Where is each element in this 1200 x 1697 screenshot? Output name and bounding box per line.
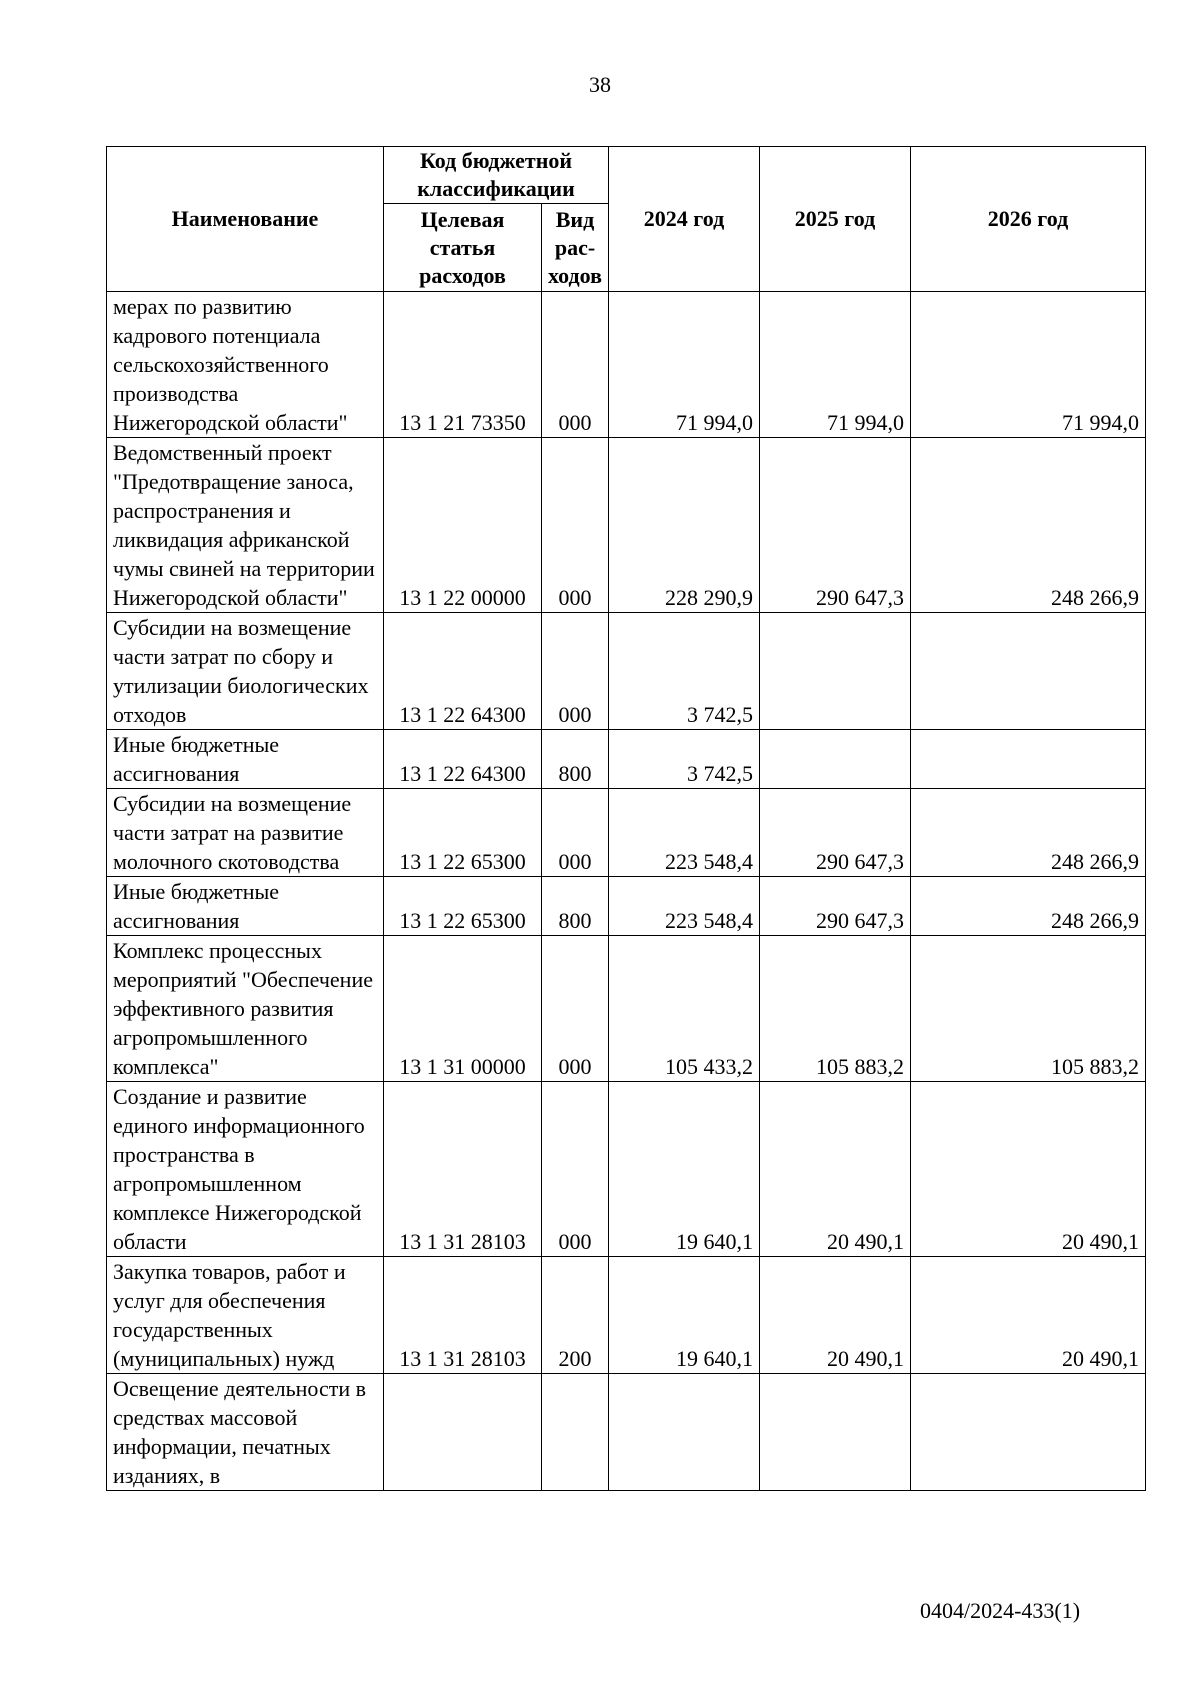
cell-2025: 290 647,3: [760, 877, 911, 936]
cell-name: мерах по развитию кадрового потенциала сельскохозяйственного производства Нижегородской области": [107, 292, 384, 438]
cell-2026: [911, 730, 1146, 789]
cell-target-article: 13 1 22 64300: [384, 730, 542, 789]
cell-2024: 71 994,0: [609, 292, 760, 438]
cell-target-article: 13 1 31 28103: [384, 1257, 542, 1374]
cell-name: Субсидии на возмещение части затрат на развитие молочного скотоводства: [107, 789, 384, 877]
cell-target-article: 13 1 22 65300: [384, 877, 542, 936]
cell-target-article: 13 1 31 28103: [384, 1082, 542, 1257]
cell-expense-kind: 000: [542, 438, 609, 613]
cell-2025: 105 883,2: [760, 936, 911, 1082]
cell-2026: 248 266,9: [911, 438, 1146, 613]
cell-2026: [911, 613, 1146, 730]
table-row: [107, 438, 1146, 613]
cell-2026: 20 490,1: [911, 1257, 1146, 1374]
header-target-article: Целевая статья расходов: [384, 204, 542, 292]
cell-expense-kind: 000: [542, 613, 609, 730]
cell-name: Закупка товаров, работ и услуг для обеспечения государственных (муниципальных) нужд: [107, 1257, 384, 1374]
cell-name: Освещение деятельности в средствах массовой информации, печатных изданиях, в: [107, 1374, 384, 1491]
cell-expense-kind: 200: [542, 1257, 609, 1374]
cell-2024: 3 742,5: [609, 730, 760, 789]
table-row: [107, 789, 1146, 877]
cell-expense-kind: 000: [542, 789, 609, 877]
cell-expense-kind: 000: [542, 936, 609, 1082]
header-expense-kind: Вид рас-ходов: [542, 204, 609, 292]
cell-target-article: 13 1 22 00000: [384, 438, 542, 613]
cell-name: Субсидии на возмещение части затрат по сбору и утилизации биологических отходов: [107, 613, 384, 730]
cell-expense-kind: 800: [542, 730, 609, 789]
cell-2024: 19 640,1: [609, 1257, 760, 1374]
cell-target-article: 13 1 22 64300: [384, 613, 542, 730]
header-2025: 2025 год: [760, 147, 911, 292]
cell-2025: [760, 613, 911, 730]
cell-name: Комплекс процессных мероприятий "Обеспечение эффективного развития агропромышленного комплекса": [107, 936, 384, 1082]
table-row: [107, 1257, 1146, 1374]
cell-2025: 290 647,3: [760, 438, 911, 613]
cell-2026: 71 994,0: [911, 292, 1146, 438]
cell-name: Иные бюджетные ассигнования: [107, 730, 384, 789]
cell-2025: 20 490,1: [760, 1257, 911, 1374]
cell-expense-kind: 000: [542, 1082, 609, 1257]
cell-name: Иные бюджетные ассигнования: [107, 877, 384, 936]
cell-2024: 19 640,1: [609, 1082, 760, 1257]
table-row: [107, 1082, 1146, 1257]
cell-target-article: [384, 1374, 542, 1491]
cell-name: Ведомственный проект "Предотвращение заноса, распространения и ликвидация африканской чумы свиней на территории Нижегородской области": [107, 438, 384, 613]
cell-target-article: 13 1 31 00000: [384, 936, 542, 1082]
cell-2026: 248 266,9: [911, 877, 1146, 936]
cell-2024: [609, 1374, 760, 1491]
table-row: [107, 936, 1146, 1082]
cell-2025: [760, 1374, 911, 1491]
page-number: 38: [589, 72, 611, 97]
cell-2025: 290 647,3: [760, 789, 911, 877]
table-header: [107, 147, 1146, 292]
document-code: 0404/2024-433(1): [919, 1598, 1081, 1623]
table-row: [107, 292, 1146, 438]
header-2024: 2024 год: [609, 147, 760, 292]
table-row: [107, 613, 1146, 730]
cell-2025: [760, 730, 911, 789]
cell-2024: 105 433,2: [609, 936, 760, 1082]
cell-2024: 223 548,4: [609, 877, 760, 936]
cell-2026: 20 490,1: [911, 1082, 1146, 1257]
cell-name: Создание и развитие единого информационного пространства в агропромышленном комплексе Нижегородской области: [107, 1082, 384, 1257]
table-row: [107, 1374, 1146, 1491]
cell-target-article: 13 1 22 65300: [384, 789, 542, 877]
header-2026: 2026 год: [911, 147, 1146, 292]
cell-expense-kind: 800: [542, 877, 609, 936]
cell-2024: 223 548,4: [609, 789, 760, 877]
budget-table: [106, 146, 1146, 1491]
cell-2025: 20 490,1: [760, 1082, 911, 1257]
table-row: [107, 877, 1146, 936]
header-name: Наименование: [107, 147, 384, 292]
cell-expense-kind: [542, 1374, 609, 1491]
cell-target-article: 13 1 21 73350: [384, 292, 542, 438]
table-body: [107, 292, 1146, 1491]
cell-2024: 228 290,9: [609, 438, 760, 613]
cell-2026: [911, 1374, 1146, 1491]
cell-expense-kind: 000: [542, 292, 609, 438]
cell-2024: 3 742,5: [609, 613, 760, 730]
table-row: [107, 730, 1146, 789]
cell-2026: 248 266,9: [911, 789, 1146, 877]
cell-2026: 105 883,2: [911, 936, 1146, 1082]
cell-2025: 71 994,0: [760, 292, 911, 438]
header-code-group: Код бюджетной классификации: [384, 147, 609, 204]
